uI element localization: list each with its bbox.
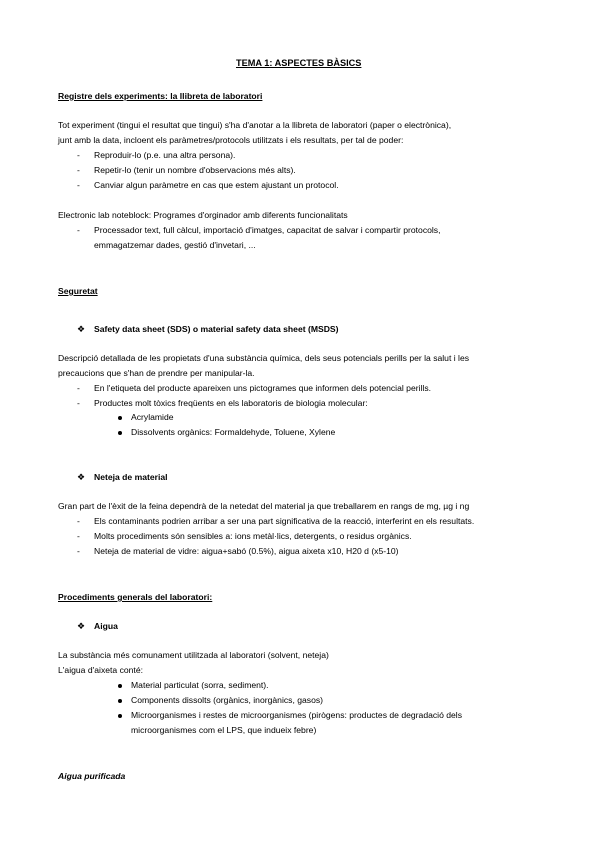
nested-list-item: Microorganismes i restes de microorganismes (pirògens: productes de degradació dels: [131, 710, 463, 720]
subsection-title-msds: Safety data sheet (SDS) o material safety data sheet (MSDS): [94, 324, 339, 334]
nested-list-item: Acrylamide: [131, 412, 174, 422]
paragraph-line: Descripció detallada de les propietats d'una substància química, dels seus potencials perills per la salut i les: [58, 353, 470, 363]
section-heading-safety: Seguretat: [58, 286, 98, 296]
subheading-purified-water: Aigua purificada: [58, 771, 126, 781]
paragraph-line: precaucions que s'han de prendre per manipular-la.: [58, 368, 255, 378]
paragraph-line: Tot experiment (tingui el resultat que tingui) s'ha d'anotar a la llibreta de laboratori (paper o electrònica),: [58, 120, 452, 130]
subsection-title-cleaning: Neteja de material: [94, 472, 168, 482]
nested-list-item: Components dissolts (orgànics, inorgànics, gasos): [131, 695, 324, 705]
diamond-bullet-icon: ❖: [77, 621, 86, 631]
list-item: Els contaminants podrien arribar a ser una part significativa de la reacció, interferint en els resultats.: [94, 516, 475, 526]
dash-bullet: -: [77, 546, 80, 556]
list-item-continuation: emmagatzemar dades, gestió d'invetari, ...: [94, 240, 256, 250]
section-heading-lab-notebook: Registre dels experiments: la llibreta de laboratori: [58, 91, 263, 101]
list-item: Canviar algun paràmetre en cas que estem ajustant un protocol.: [94, 180, 339, 190]
paragraph-line: L'aigua d'aixeta conté:: [58, 665, 143, 675]
round-bullet-icon: [118, 431, 122, 435]
dash-bullet: -: [77, 150, 80, 160]
nested-list-item-continuation: microorganismes com el LPS, que indueix febre): [131, 725, 317, 735]
paragraph-line: Gran part de l'èxit de la feina dependrà de la netedat del material ja que treballarem en rangs de mg, µg i ng: [58, 501, 470, 511]
dash-bullet: -: [77, 516, 80, 526]
diamond-bullet-icon: ❖: [77, 324, 86, 334]
section-heading-procedures: Procediments generals del laboratori:: [58, 592, 213, 602]
diamond-bullet-icon: ❖: [77, 472, 86, 482]
subsection-title-water: Aigua: [94, 621, 118, 631]
list-item: Reproduir-lo (p.e. una altra persona).: [94, 150, 236, 160]
list-item: Productes molt tòxics freqüents en els laboratoris de biologia molecular:: [94, 398, 368, 408]
paragraph-line: junt amb la data, incloent els paràmetres/protocols utilitzats i els resultats, per tal de poder:: [58, 135, 404, 145]
round-bullet-icon: [118, 699, 122, 703]
round-bullet-icon: [118, 684, 122, 688]
page-title: TEMA 1: ASPECTES BÀSICS: [236, 58, 362, 68]
dash-bullet: -: [77, 398, 80, 408]
dash-bullet: -: [77, 531, 80, 541]
round-bullet-icon: [118, 416, 122, 420]
dash-bullet: -: [77, 383, 80, 393]
dash-bullet: -: [77, 225, 80, 235]
list-item: Processador text, full càlcul, importació d'imatges, capacitat de salvar i compartir protocols,: [94, 225, 441, 235]
nested-list-item: Material particulat (sorra, sediment).: [131, 680, 269, 690]
dash-bullet: -: [77, 180, 80, 190]
dash-bullet: -: [77, 165, 80, 175]
nested-list-item: Dissolvents orgànics: Formaldehyde, Toluene, Xylene: [131, 427, 336, 437]
list-item: En l'etiqueta del producte apareixen uns pictogrames que informen dels potencial perills.: [94, 383, 431, 393]
round-bullet-icon: [118, 714, 122, 718]
list-item: Molts procediments són sensibles a: ions metàl·lics, detergents, o residus orgànics.: [94, 531, 412, 541]
paragraph-line: La substància més comunament utilitzada al laboratori (solvent, neteja): [58, 650, 329, 660]
list-item: Neteja de material de vidre: aigua+sabó (0.5%), aigua aixeta x10, H20 d (x5-10): [94, 546, 399, 556]
list-item: Repetir-lo (tenir un nombre d'observacions més alts).: [94, 165, 296, 175]
paragraph-line: Electronic lab noteblock: Programes d'orginador amb diferents funcionalitats: [58, 210, 348, 220]
